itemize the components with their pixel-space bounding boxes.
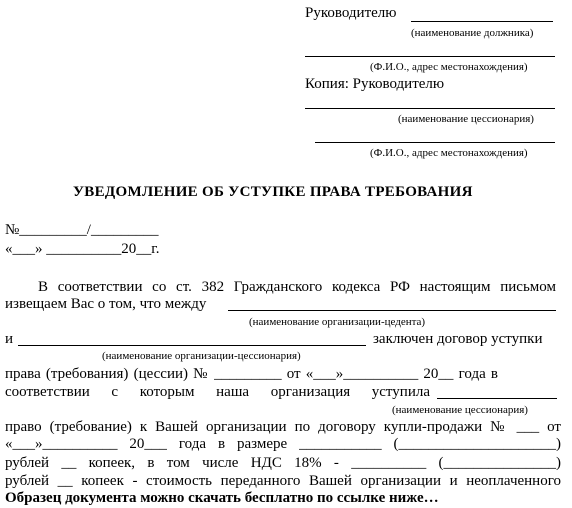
debtor-name-line xyxy=(411,21,553,22)
body-line-4: права (требования) (цессии) № _________ от «___»__________ 20__ года в xyxy=(5,366,498,382)
to-director-label: Руководителю xyxy=(305,5,397,21)
body-line-9: рублей __ копеек - стоимость переданного Вашей организации и неоплаченного xyxy=(5,473,561,489)
copy-director-label: Копия: Руководителю xyxy=(305,76,445,92)
body-line-7: «___»__________ 20___ года в размере ___________ (_____________________) xyxy=(5,436,561,452)
caption-cessionary-short: (наименование цессионария) xyxy=(392,404,528,416)
caption-debtor-position: (наименование должника) xyxy=(411,27,534,39)
caption-fio-address-1: (Ф.И.О., адрес местонахождения) xyxy=(370,61,528,73)
document-number-field: №_________/_________ xyxy=(5,222,159,238)
cessionary-short-line xyxy=(437,398,557,399)
cedent-name-line xyxy=(228,310,556,311)
fio-address-line-2 xyxy=(315,142,555,143)
fio-address-line-1 xyxy=(305,56,555,57)
download-note: Образец документа можно скачать бесплатно по ссылке ниже… xyxy=(5,490,439,506)
body-line-5: соответствии с которым наша организация уступила xyxy=(5,384,430,400)
body-line-3-end: заключен договор уступки xyxy=(373,331,543,347)
document-title: УВЕДОМЛЕНИЕ ОБ УСТУПКЕ ПРАВА ТРЕБОВАНИЯ xyxy=(73,184,473,200)
caption-cessionary: (наименование цессионария) xyxy=(398,113,534,125)
body-line-8: рублей __ копеек, в том числе НДС 18% - __________ (_______________) xyxy=(5,455,561,471)
body-line-1: В соответствии со ст. 382 Гражданского кодекса РФ настоящим письмом xyxy=(38,279,556,295)
document-date-field: «___» __________20__г. xyxy=(5,241,160,257)
caption-cedent: (наименование организации-цедента) xyxy=(249,316,426,328)
caption-fio-address-2: (Ф.И.О., адрес местонахождения) xyxy=(370,147,528,159)
cessionary-name-line xyxy=(305,108,555,109)
caption-cessionary-org: (наименование организации-цессионария) xyxy=(102,350,301,362)
body-line-3-start: и xyxy=(5,331,14,347)
body-line-6: право (требование) к Вашей организации по договору купли-продажи № ___ от xyxy=(5,419,561,435)
cessionary-org-line xyxy=(18,345,366,346)
body-line-2: извещаем Вас о том, что между xyxy=(5,296,207,312)
